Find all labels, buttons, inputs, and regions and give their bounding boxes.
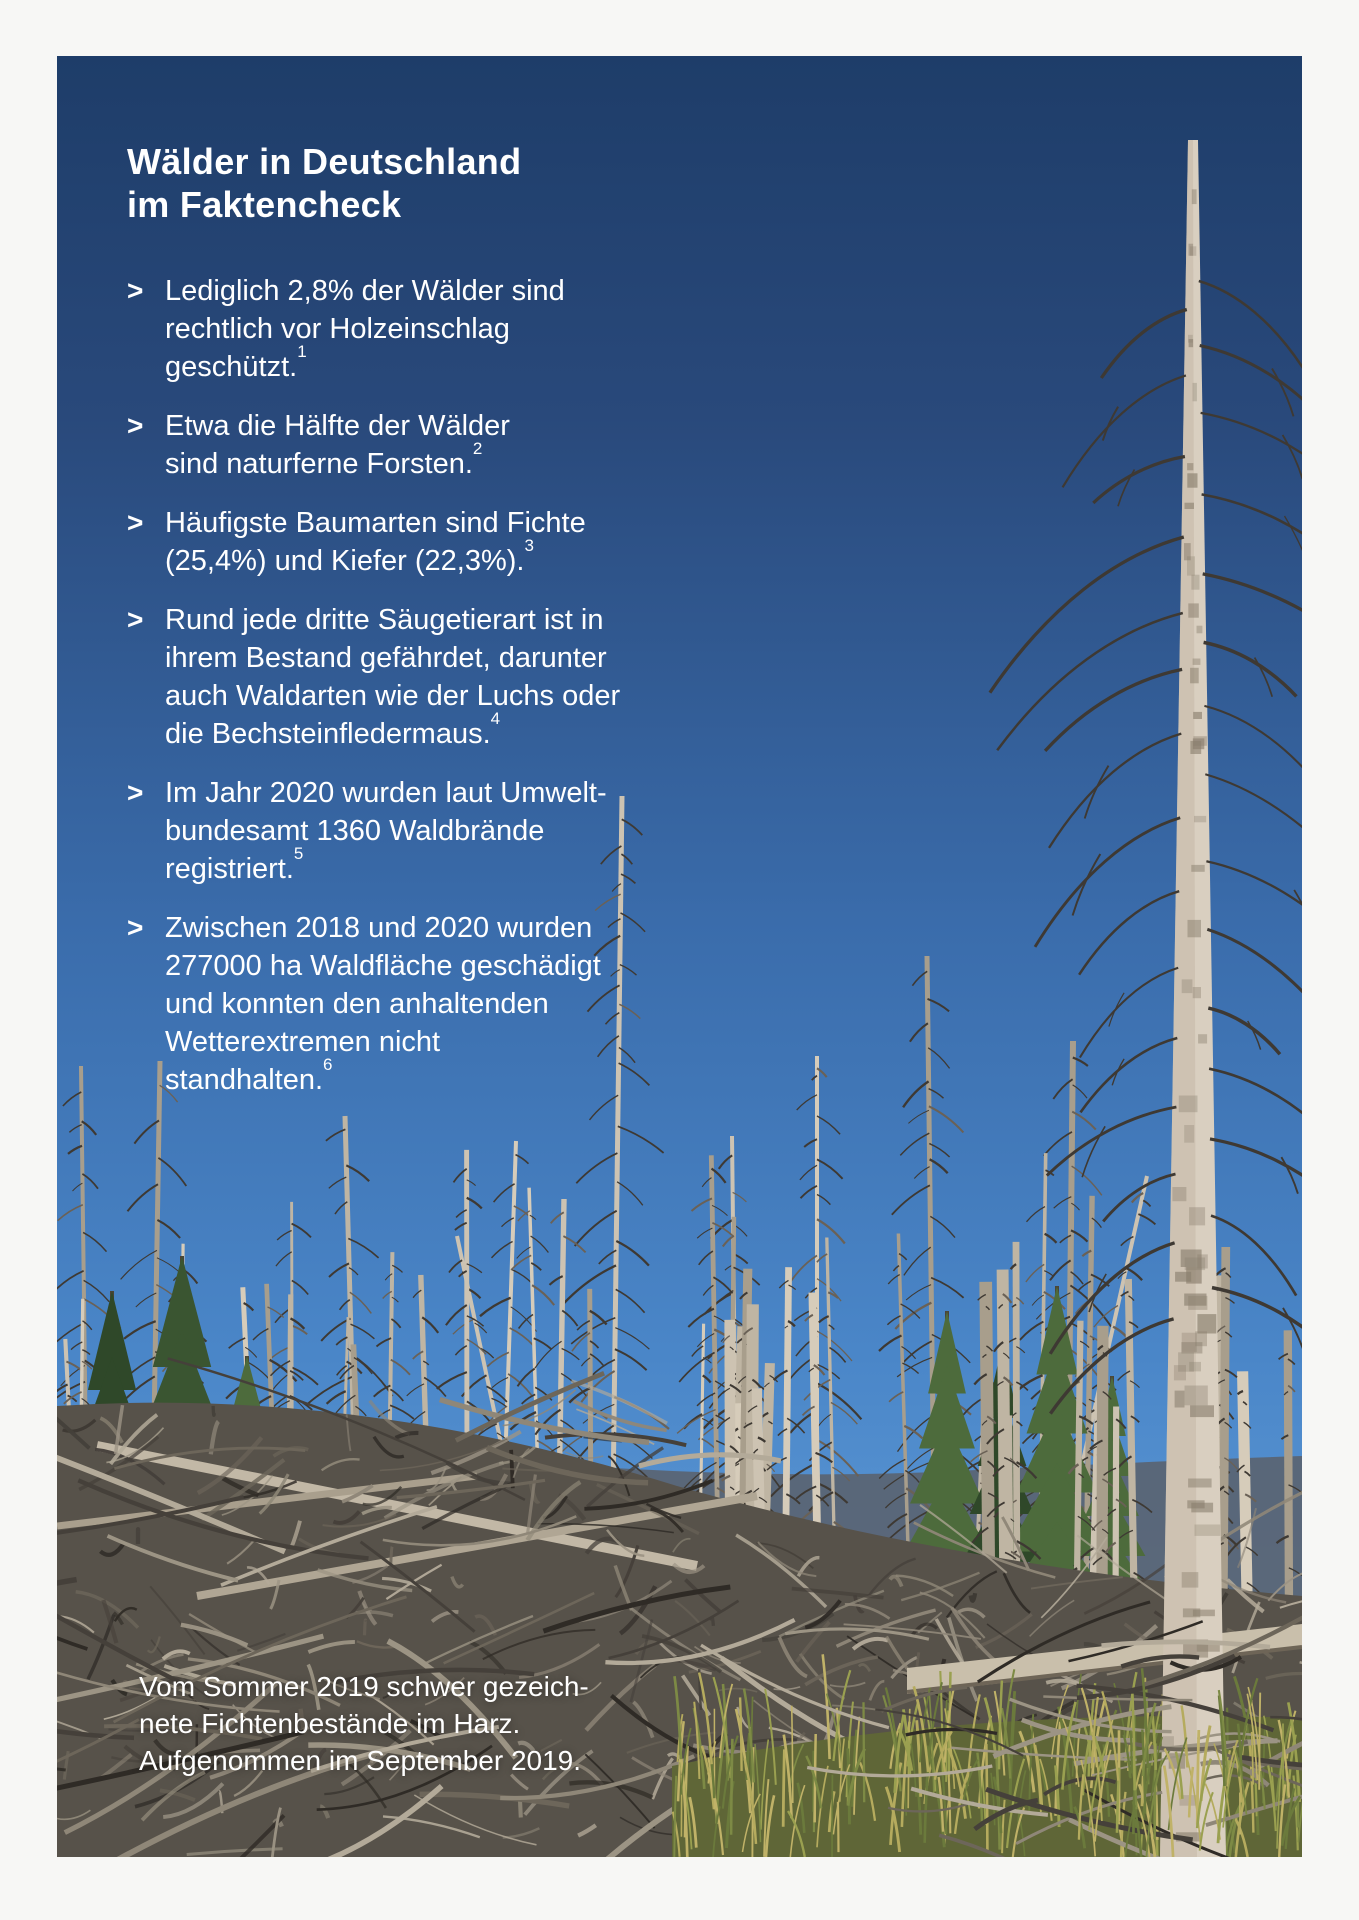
page-title — [127, 140, 687, 226]
fact-text: Im Jahr 2020 wurden laut Umwelt- bundesamt 1360 Waldbrände registriert.$^5$ — [165, 777, 607, 885]
fact-item — [127, 272, 687, 386]
fact-item — [127, 601, 687, 753]
bullet-marker: > — [127, 912, 144, 943]
fact-text: Etwa die Hälfte der Wälder sind naturferne Forsten.$^2$ — [165, 410, 510, 480]
page-title-line: Wälder in Deutschland — [127, 141, 522, 182]
fact-text: Lediglich 2,8% der Wälder sind rechtlich vor Holzeinschlag geschützt.$^1$ — [165, 275, 565, 383]
forest-photo — [57, 56, 1302, 1857]
fact-text: Zwischen 2018 und 2020 wurden 277000 ha Waldfläche geschädigt und konnten den anhaltenden Wetterextremen nicht standhalten.$^6$ — [165, 912, 601, 1096]
bullet-marker: > — [127, 410, 144, 441]
footnote-ref: 2 — [472, 439, 483, 459]
photo-caption: Vom Sommer 2019 schwer gezeich- nete Fichtenbestände im Harz. Aufgenommen im September 2019. — [139, 1671, 589, 1776]
footnote-ref: 6 — [323, 1055, 333, 1075]
fact-text: Rund jede dritte Säugetierart ist in ihrem Bestand gefährdet, darunter auch Waldarten wie der Luchs oder die Bechsteinfledermaus.$^4$ — [165, 604, 621, 750]
fact-item — [127, 504, 687, 580]
bullet-marker: > — [127, 507, 144, 538]
page-title-line: im Faktencheck — [127, 184, 402, 225]
fact-item — [127, 407, 687, 483]
fact-item — [127, 909, 687, 1099]
bullet-marker: > — [127, 777, 144, 808]
fact-panel — [127, 140, 687, 1120]
footnote-ref: 5 — [293, 844, 304, 864]
bullet-marker: > — [127, 275, 144, 306]
bullet-marker: > — [127, 604, 144, 635]
fact-list — [127, 272, 687, 1099]
footnote-ref: 4 — [490, 709, 501, 729]
fact-text: Häufigste Baumarten sind Fichte (25,4%) und Kiefer (22,3%).$^3$ — [165, 507, 586, 577]
footnote-ref: 3 — [524, 536, 534, 556]
fact-item — [127, 774, 687, 888]
footnote-ref: 1 — [297, 342, 307, 362]
